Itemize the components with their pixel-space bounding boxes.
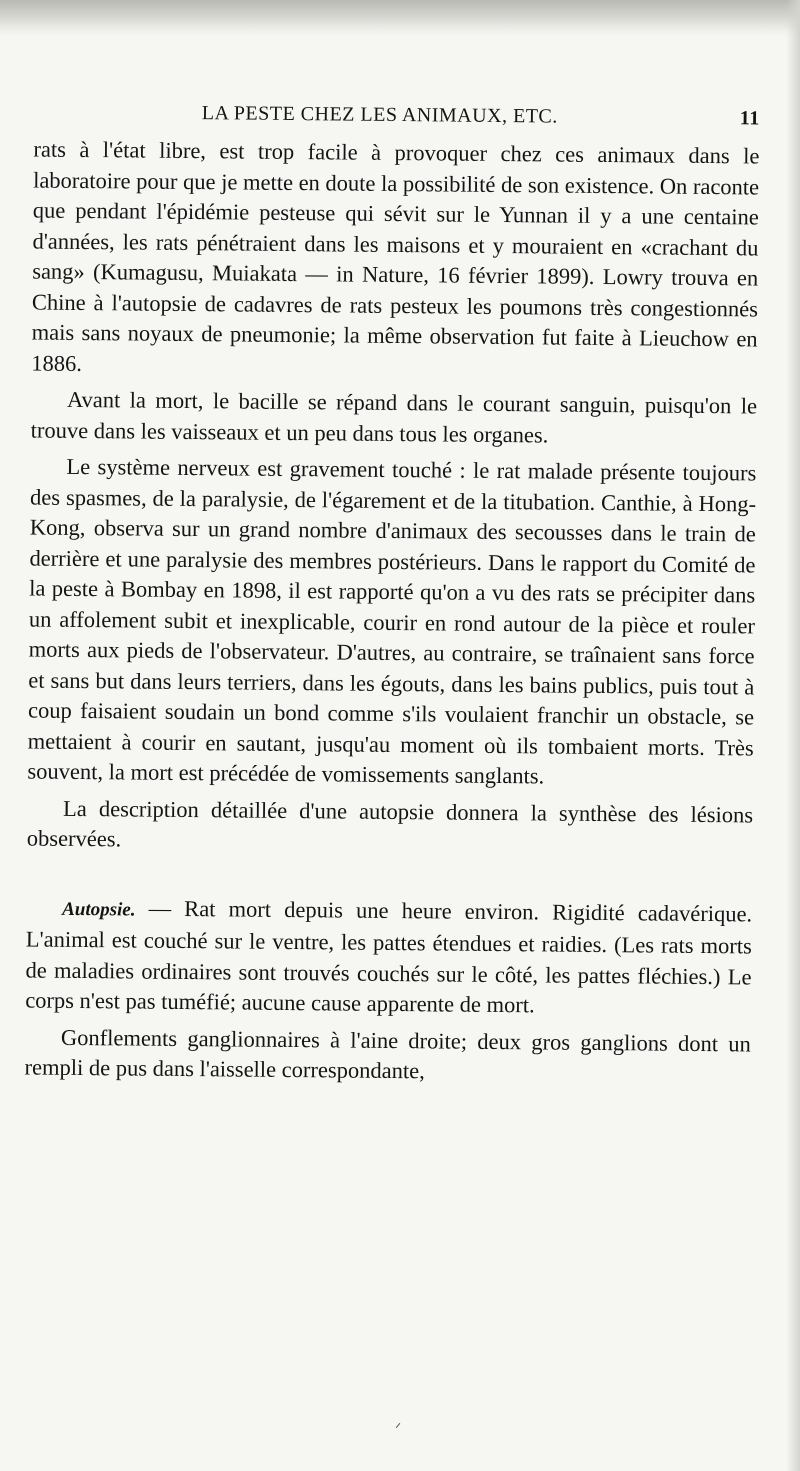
paragraph-autopsie: [25, 892, 752, 1023]
book-page: [24, 89, 760, 1090]
autopsie-text: — Rat mort depuis une heure environ. Rigidité cadavérique. L'animal est couché sur le ventre, les pattes étendues et raidies. (Les rats morts de maladies ordinaires sont trouvés couchés sur le côté, les pattes fléchies.) Le corps n'est pas tuméfié; aucune cause apparente de mort.: [25, 895, 753, 1018]
running-header: [34, 89, 760, 140]
paragraph-continued: rats à l'état libre, est trop facile à provoquer chez ces animaux dans le laboratoire pour que je mette en doute la possibilité de son existence. On raconte que pendant l'épidémie pesteuse qui sévit sur le Yunnan il y a une centaine d'années, les rats pénétraient dans les maisons et y mouraient en «crachant du sang» (Kumagusu, Muiakata — in Nature, 16 février 1899). Lowry trouva en Chine à l'autopsie de cadavres de rats pesteux les poumons très congestionnés mais sans noyaux de pneumonie; la même observation fut faite à Lieuchow en 1886.: [31, 136, 760, 376]
page-number: 11: [739, 107, 760, 130]
paragraph-gonflements: Gonflements ganglionnaires à l'aine droite; deux gros ganglions dont un rempli de pus dans l'aisselle correspondante,: [24, 1024, 752, 1084]
scan-speck: [396, 1423, 401, 1428]
running-title: LA PESTE CHEZ LES ANIMAUX, ETC.: [201, 102, 558, 128]
paragraph-bacille: Avant la mort, le bacille se répand dans le courant sanguin, puisqu'on le trouve dans les vaisseaux et un peu dans tous les organes.: [30, 386, 758, 447]
scan-edge-shadow: [0, 0, 800, 38]
body-text: [24, 135, 759, 1090]
paragraph-description: La description détaillée d'une autopsie donnera la synthèse des lésions observées.: [26, 795, 754, 852]
paragraph-systeme-nerveux: Le système nerveux est gravement touché : le rat malade présente toujours des spasmes, de la paralysie, de l'égarement et de la titubation. Canthie, à Hong-Kong, observa sur un grand nombre d'animaux des secousses dans le train de derrière et une paralysie des membres postérieurs. Dans le rapport du Comité de la peste à Bombay en 1898, il est rapporté qu'on a vu des rats se précipiter dans un affolement subit et inexplicable, courir en rond autour de la pièce et rouler morts aux pieds de l'observateur. D'autres, au contraire, se traînaient sans force et sans but dans leurs terriers, dans les égouts, dans les bains publics, puis tout à coup faisaient soudain un bond comme s'ils voulaient franchir un obstacle, se mettaient à courir en sautant, jusqu'au moment où ils tombaient morts. Très souvent, la mort est précédée de vomissements sanglants.: [27, 453, 757, 789]
autopsie-heading: Autopsie.: [62, 898, 136, 921]
scan-margin-shadow: [786, 0, 800, 1471]
